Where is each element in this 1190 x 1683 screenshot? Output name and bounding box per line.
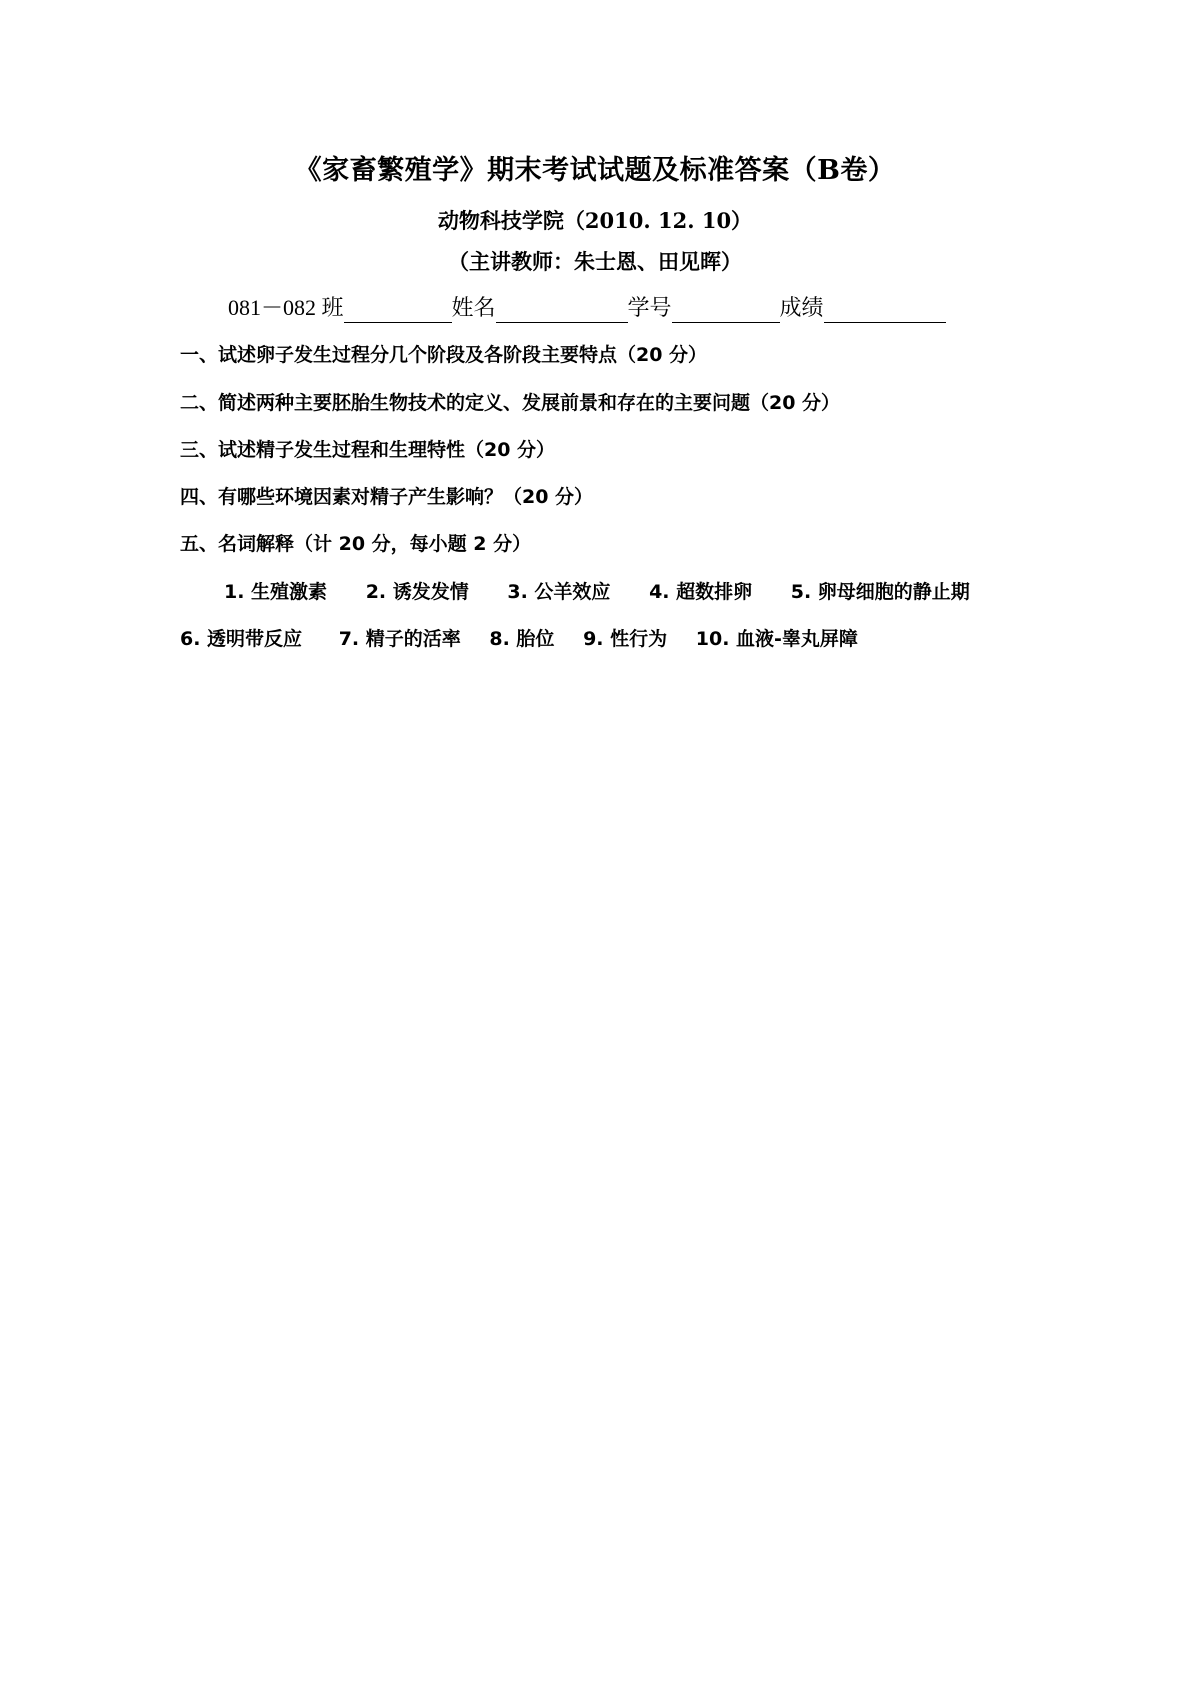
question-5: 五、名词解释（计 20 分，每小题 2 分） xyxy=(180,533,532,555)
term-3: 3. 公羊效应 xyxy=(507,581,611,603)
question-4: 四、有哪些环境因素对精子产生影响？（20 分） xyxy=(180,486,594,508)
id-label: 学号 xyxy=(627,295,672,320)
question-1: 一、试述卵子发生过程分几个阶段及各阶段主要特点（20 分） xyxy=(180,344,708,366)
score-label: 成绩 xyxy=(779,295,824,320)
id-blank[interactable] xyxy=(672,296,780,323)
terms-row-1 xyxy=(224,578,970,606)
term-4: 4. 超数排卵 xyxy=(649,581,753,603)
term-9: 9. 性行为 xyxy=(583,628,668,650)
student-info-line xyxy=(228,293,946,323)
exam-title: 《家畜繁殖学》期末考试试题及标准答案（B卷） xyxy=(294,155,896,186)
question-3: 三、试述精子发生过程和生理特性（20 分） xyxy=(180,439,556,461)
name-label: 姓名 xyxy=(451,295,496,320)
class-label: 081－082 班 xyxy=(228,295,344,320)
term-7: 7. 精子的活率 xyxy=(338,628,461,650)
term-2: 2. 诱发发情 xyxy=(365,581,469,603)
term-8: 8. 胎位 xyxy=(489,628,555,650)
term-5: 5. 卵母细胞的静止期 xyxy=(790,581,970,603)
term-1: 1. 生殖激素 xyxy=(224,581,328,603)
question-2: 二、简述两种主要胚胎生物技术的定义、发展前景和存在的主要问题（20 分） xyxy=(180,392,841,414)
term-6: 6. 透明带反应 xyxy=(180,628,303,650)
class-blank[interactable] xyxy=(344,296,452,323)
college-date: 动物科技学院（2010. 12. 10） xyxy=(437,208,753,233)
score-blank[interactable] xyxy=(824,296,946,323)
term-10: 10. 血液-睾丸屏障 xyxy=(695,628,858,650)
terms-row-2 xyxy=(180,625,858,653)
name-blank[interactable] xyxy=(496,296,628,323)
teachers: （主讲教师：朱士恩、田见晖） xyxy=(448,249,742,274)
